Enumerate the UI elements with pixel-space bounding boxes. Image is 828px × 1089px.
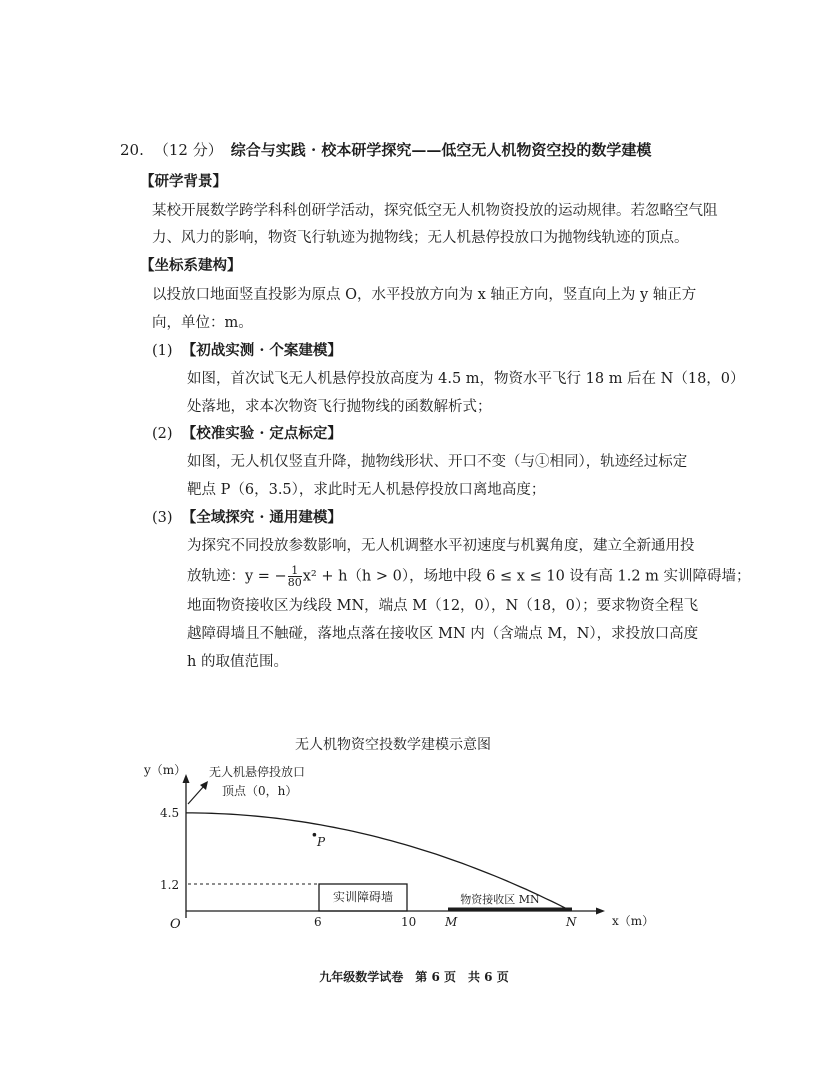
receiving-zone-label: 物资接收区 MN <box>460 893 540 906</box>
vertex-label: 顶点（0，h） <box>222 784 298 798</box>
drone-label: 无人机悬停投放口 <box>209 765 306 779</box>
y-axis-label: y（m） <box>144 763 187 777</box>
fraction-numerator: 1 <box>288 565 302 577</box>
x-tick-10: 10 <box>401 915 417 929</box>
part1-title: 【初战实测 · 个案建模】 <box>181 342 342 359</box>
question-number: 20. <box>120 141 144 159</box>
n-label: N <box>566 915 577 929</box>
x-tick-6: 6 <box>314 915 322 929</box>
part3-line-5: h 的取值范围。 <box>187 654 288 670</box>
part2-line-2: 靶点 P（6，3.5），求此时无人机悬停投放口离地高度； <box>187 482 546 498</box>
part3-title: 【全域探究 · 通用建模】 <box>181 509 342 526</box>
part1-line-1: 如图，首次试飞无人机悬停投放高度为 4.5 m，物资水平飞行 18 m 后在 N（18，0） <box>187 371 745 387</box>
drone-pointer-arrow <box>188 786 204 804</box>
part2-label: (2) <box>152 426 173 442</box>
part1-label: (1) <box>152 343 173 359</box>
x-axis-arrow <box>596 908 605 915</box>
p-label: P <box>317 835 326 849</box>
background-line-2: 力、风力的影响，物资飞行轨迹为抛物线；无人机悬停投放口为抛物线轨迹的顶点。 <box>152 230 689 246</box>
part3-line-3: 地面物资接收区为线段 MN，端点 M（12，0），N（18，0）；要求物资全程飞 <box>187 598 699 614</box>
coords-line-1: 以投放口地面竖直投影为原点 O，水平投放方向为 x 轴正方向，竖直向上为 y 轴正方 <box>152 287 697 303</box>
part3-line-4: 越障碍墙且不触碰，落地点落在接收区 MN 内（含端点 M，N），求投放口高度 <box>187 626 699 642</box>
footer-total: 共 6 页 <box>468 970 509 984</box>
coords-line-2: 向，单位：m。 <box>152 315 253 331</box>
y-tick-1-2: 1.2 <box>160 878 180 892</box>
wall-label: 实训障碍墙 <box>332 890 394 904</box>
part1-line-2: 处落地，求本次物资飞行抛物线的函数解析式； <box>187 399 492 415</box>
part3-label: (3) <box>152 510 173 526</box>
y-tick-4-5: 4.5 <box>160 806 180 820</box>
part2-line-1: 如图，无人机仅竖直升降，抛物线形状、开口不变（与①相同），轨迹经过标定 <box>187 454 688 470</box>
footer-page: 第 6 页 <box>415 970 456 984</box>
background-heading: 【研学背景】 <box>140 173 227 190</box>
x-axis-label: x（m） <box>612 914 655 928</box>
question-points: （12 分） <box>153 141 223 159</box>
part3-formula-end: x² + h（h > 0），场地中段 6 ≤ x ≤ 10 设有高 1.2 m 实训障碍墙； <box>302 568 751 585</box>
question-title-text: 综合与实践 · 校本研学探究——低空无人机物资空投的数学建模 <box>230 141 652 159</box>
fraction-denominator: 80 <box>287 576 302 589</box>
origin-label: O <box>170 917 181 932</box>
footer-grade: 九年级数学试卷 <box>319 970 404 984</box>
page-footer <box>0 968 828 985</box>
part3-formula-start: 放轨迹：y = − <box>187 568 287 585</box>
part2-title: 【校准实验 · 定点标定】 <box>181 425 342 442</box>
background-line-1: 某校开展数学跨学科科创研学活动，探究低空无人机物资投放的运动规律。若忽略空气阻 <box>152 203 718 219</box>
m-label: M <box>445 915 458 929</box>
figure-title: 无人机物资空投数学建模示意图 <box>295 737 491 753</box>
point-p <box>313 833 317 837</box>
coords-heading: 【坐标系建构】 <box>140 257 242 274</box>
part3-line-1: 为探究不同投放参数影响，无人机调整水平初速度与机翼角度，建立全新通用投 <box>187 538 695 554</box>
